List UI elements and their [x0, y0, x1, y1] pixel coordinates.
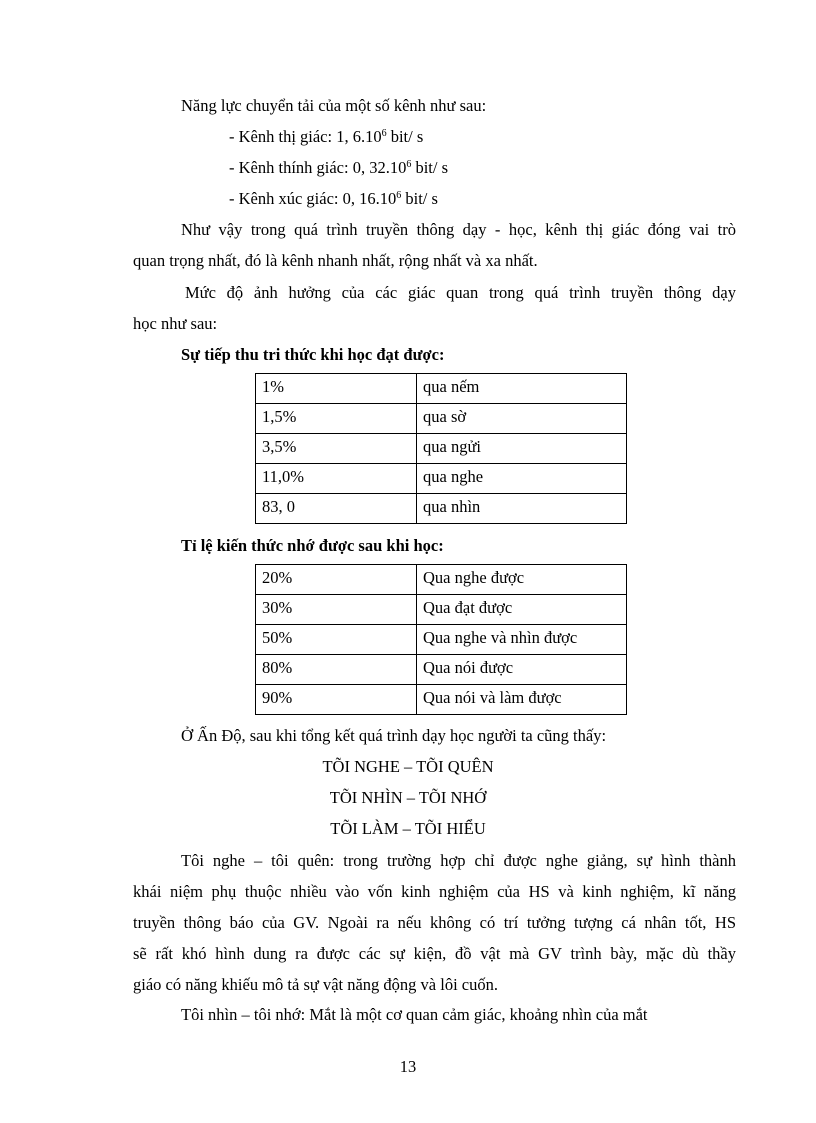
channel-exponent: 6 — [406, 159, 412, 170]
channel-unit: bit/ s — [386, 127, 424, 146]
page-number: 13 — [399, 1057, 417, 1076]
slogan-line: TÕI NHÌN – TÕI NHỚ — [329, 788, 487, 807]
table-cell: 3,5% — [256, 434, 417, 464]
table-row — [256, 434, 627, 464]
paragraph-line: quan trọng nhất, đó là kênh nhanh nhất, rộng nhất và xa nhất. — [133, 251, 538, 270]
table-cell: qua ngửi — [417, 434, 627, 464]
paragraph-line: Như vậy trong quá trình truyền thông dạy - học, kênh thị giác đóng vai trò — [181, 220, 736, 239]
table-row — [256, 404, 627, 434]
channel-unit: bit/ s — [401, 189, 438, 208]
channel-hearing — [229, 158, 448, 178]
paragraph-line: Tôi nhìn – tôi nhớ: Mắt là một cơ quan cảm giác, khoảng nhìn của mắt — [181, 1005, 648, 1024]
channel-label: - Kênh xúc giác: 0, 16.10 — [229, 189, 397, 208]
paragraph-line: Tôi nghe – tôi quên: trong trường hợp chỉ được nghe giảng, sự hình thành — [181, 851, 736, 870]
table-cell: Qua nói được — [417, 655, 627, 685]
absorption-table — [255, 373, 627, 524]
channel-exponent: 6 — [396, 190, 402, 201]
table-cell: 11,0% — [256, 464, 417, 494]
table-cell: Qua đạt được — [417, 595, 627, 625]
slogan-line: TÕI LÀM – TÕI HIỂU — [330, 819, 486, 838]
table1-heading: Sự tiếp thu tri thức khi học đạt được: — [181, 345, 445, 364]
table-cell: qua nếm — [417, 374, 627, 404]
table-cell: 80% — [256, 655, 417, 685]
table-row — [256, 595, 627, 625]
paragraph-line: Mức độ ảnh hưởng của các giác quan trong quá trình truyền thông dạy — [185, 283, 736, 302]
table2-heading: Tỉ lệ kiến thức nhớ được sau khi học: — [181, 536, 444, 555]
table-cell: 20% — [256, 565, 417, 595]
india-text: Ở Ấn Độ, sau khi tổng kết quá trình dạy học người ta cũng thấy: — [181, 726, 607, 745]
paragraph-line: học như sau: — [133, 314, 218, 333]
channel-label: - Kênh thị giác: 1, 6.10 — [229, 127, 382, 146]
table-cell: qua sờ — [417, 404, 627, 434]
table-cell: Qua nói và làm được — [417, 685, 627, 715]
table-row — [256, 625, 627, 655]
paragraph-line: truyền thông báo của GV. Ngoài ra nếu không có trí tưởng tượng cá nhân tốt, HS — [133, 913, 736, 932]
table-cell: 30% — [256, 595, 417, 625]
paragraph-line: sẽ rất khó hình dung ra được các sự kiện, đồ vật mà GV trình bày, mặc dù thầy — [133, 944, 736, 963]
table-cell: 1% — [256, 374, 417, 404]
table-cell: 90% — [256, 685, 417, 715]
table-row — [256, 464, 627, 494]
table-row — [256, 494, 627, 524]
table-row — [256, 565, 627, 595]
intro-text: Năng lực chuyển tải của một số kênh như sau: — [181, 96, 487, 115]
table-cell: 83, 0 — [256, 494, 417, 524]
table-cell: 50% — [256, 625, 417, 655]
table-row — [256, 374, 627, 404]
channel-label: - Kênh thính giác: 0, 32.10 — [229, 158, 407, 177]
table-cell: Qua nghe và nhìn được — [417, 625, 627, 655]
table-cell: qua nghe — [417, 464, 627, 494]
channel-exponent: 6 — [381, 128, 387, 139]
table-cell: qua nhìn — [417, 494, 627, 524]
channel-visual — [229, 127, 423, 147]
paragraph-line: khái niệm phụ thuộc nhiều vào vốn kinh nghiệm của HS và kinh nghiệm, kĩ năng — [133, 882, 736, 901]
channel-touch — [229, 189, 438, 209]
slogan-line: TÕI NGHE – TÕI QUÊN — [322, 757, 494, 776]
retention-table — [255, 564, 627, 715]
table-row — [256, 685, 627, 715]
table-cell: Qua nghe được — [417, 565, 627, 595]
table-row — [256, 655, 627, 685]
paragraph-line: giáo có năng khiếu mô tả sự vật năng động và lôi cuốn. — [133, 975, 498, 994]
table-cell: 1,5% — [256, 404, 417, 434]
channel-unit: bit/ s — [411, 158, 449, 177]
